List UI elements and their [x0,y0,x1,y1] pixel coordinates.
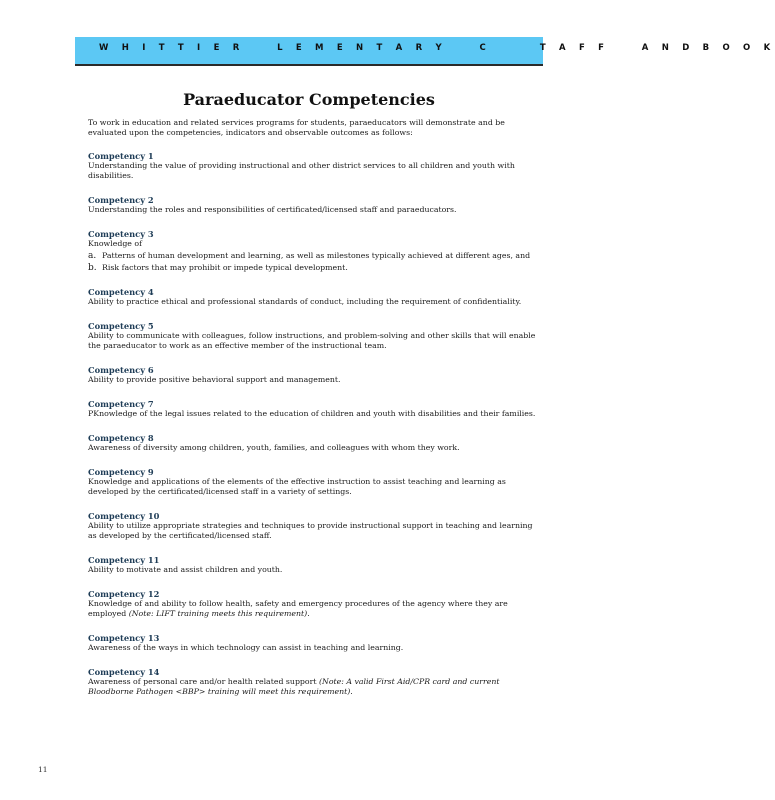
competency-10 [88,511,543,541]
competency-text: Awareness of diversity among children, youth, families, and colleagues with whom they work. [88,443,460,452]
competency-title: Competency 13 [88,633,160,643]
competency-title: Competency 14 [88,667,160,677]
competency-text: PKnowledge of the legal issues related to the education of children and youth with disabilities and their families. [88,409,536,418]
list-item-text: Patterns of human development and learning, as well as milestones typically achieved at different ages, and [102,251,531,260]
header-title: W H I T T I E R L E M E N T A R Y C T A F F A N D B O O K [99,43,775,53]
competency-text: Ability to practice ethical and professional standards of conduct, including the requirement of confidentiality. [88,297,522,306]
competency-7 [88,399,543,419]
competency-title: Competency 10 [88,511,160,521]
competency-note: (Note: A valid First Aid/CPR card and current Bloodborne Pathogen <BBP> training will meet this requirement). [88,677,500,696]
page-number: 11 [38,765,48,774]
header-band [75,37,775,66]
competency-title: Competency 5 [88,321,154,331]
competency-body: Knowledge of and ability to follow health, safety and emergency procedures of the agency where they are employed [88,599,508,618]
list-item [88,251,543,261]
competency-note-end: . [307,609,310,618]
competency-6 [88,365,543,385]
competency-title: Competency 4 [88,287,154,297]
intro-paragraph: To work in education and related services programs for students, paraeducators will demonstrate and be evaluated upon the competencies, indicators and observable outcomes as follows: [88,118,505,137]
competency-8 [88,433,543,453]
competency-text: Ability to communicate with colleagues, follow instructions, and problem-solving and other skills that will enable the paraeducator to work as an effective member of the instructional team. [88,331,536,350]
competency-text: Ability to motivate and assist children and youth. [88,565,283,574]
competency-title: Competency 8 [88,433,154,443]
competency-11 [88,555,543,575]
competency-title: Competency 7 [88,399,154,409]
competency-text [88,677,543,697]
competency-title: Competency 6 [88,365,154,375]
competency-14 [88,667,543,697]
competency-12 [88,589,543,619]
list-item [88,263,543,273]
competency-text: Understanding the value of providing instructional and other district services to all children and youth with disabilities. [88,161,515,180]
competency-text: Understanding the roles and responsibilities of certificated/licensed staff and paraeducators. [88,205,457,214]
competency-text [88,599,543,619]
document-body [88,118,543,711]
competency-text: Knowledge of [88,239,142,248]
competency-body: Awareness of personal care and/or health related support [88,677,317,686]
competency-title: Competency 2 [88,195,154,205]
competency-3 [88,229,543,273]
competency-13 [88,633,543,653]
list-item-marker: a. [88,251,97,261]
competency-1 [88,151,543,181]
competency-9 [88,467,543,497]
competency-note: (Note: LIFT training meets this requirement) [128,609,308,618]
competency-title: Competency 9 [88,467,154,477]
competency-text: Ability to utilize appropriate strategies and techniques to provide instructional support in teaching and learning as developed by the certificated/licensed staff. [88,521,533,540]
list-item-marker: b. [88,263,97,273]
competency-title: Competency 1 [88,151,154,161]
page-title: Paraeducator Competencies [183,90,435,109]
competency-text: Knowledge and applications of the elements of the effective instruction to assist teaching and learning as developed by the certificated/licensed staff in a variety of settings. [88,477,506,496]
competency-2 [88,195,543,215]
competency-title: Competency 3 [88,229,154,239]
competency-title: Competency 11 [88,555,160,565]
competency-title: Competency 12 [88,589,160,599]
competency-text: Awareness of the ways in which technology can assist in teaching and learning. [88,643,404,652]
competency-4 [88,287,543,307]
competency-text: Ability to provide positive behavioral support and management. [88,375,341,384]
competency-5 [88,321,543,351]
list-item-text: Risk factors that may prohibit or impede typical development. [102,263,348,272]
